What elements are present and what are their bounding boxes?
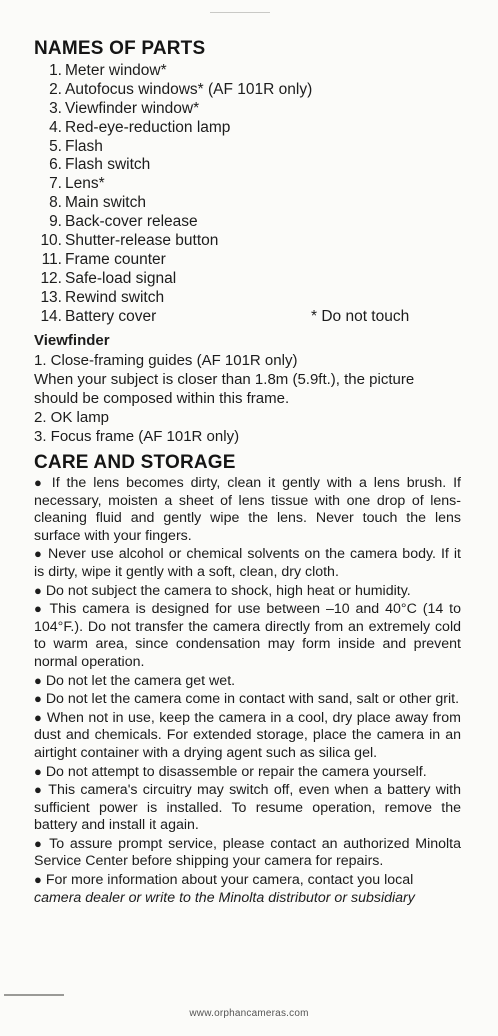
care-text: Do not attempt to disassemble or repair the camera yourself. [45, 763, 427, 780]
bullet: ● [34, 835, 44, 851]
part-item [34, 270, 464, 289]
bullet: ● [34, 601, 44, 617]
care-text: Do not let the camera come in contact with sand, salt or other grit. [45, 691, 460, 708]
viewfinder-line: 3. Focus frame (AF 101R only) [34, 427, 240, 445]
part-item [34, 289, 464, 308]
care-paragraph [34, 763, 461, 782]
care-text: If the lens becomes dirty, clean it gently with a lens brush. If necessary, moisten a sheet of lens tissue with one drop of lens-cleaning fluid and gently wipe the lens. Never touch the lens surface with your fingers. [34, 475, 461, 544]
viewfinder-heading: Viewfinder [34, 332, 110, 349]
bullet: ● [34, 582, 42, 598]
part-item [34, 213, 464, 232]
care-paragraph [34, 672, 461, 691]
part-number: 12. [40, 269, 62, 287]
part-number: 10. [40, 232, 62, 250]
care-text: For more information about your camera, contact you local [45, 872, 414, 889]
part-item [34, 62, 464, 81]
part-number: 7. [49, 175, 62, 193]
care-text: Do not let the camera get wet. [45, 672, 236, 689]
care-paragraph-last [34, 871, 461, 907]
part-label: Viewfinder window* [65, 99, 200, 117]
footer-url: www.orphancameras.com [189, 1008, 309, 1019]
viewfinder-line: should be composed within this frame. [34, 389, 290, 407]
part-number: 1. [49, 62, 62, 79]
care-paragraph [34, 582, 461, 601]
bullet: ● [34, 763, 42, 779]
care-text-italic: camera dealer or write to the Minolta distributor or subsidiary [34, 889, 415, 906]
care-paragraph [34, 835, 461, 871]
viewfinder-line: 2. OK lamp [34, 408, 110, 426]
part-number: 14. [40, 307, 62, 325]
care-text: When not in use, keep the camera in a cool, dry place away from dust and chemicals. For extended storage, place the camera in an airtight container with a drying agent such as silica gel. [34, 709, 461, 761]
part-item [34, 175, 464, 194]
part-number: 3. [49, 99, 62, 117]
part-item [34, 100, 464, 119]
care-paragraph [34, 690, 461, 709]
care-paragraph [34, 474, 461, 545]
part-item [34, 81, 464, 100]
part-label: Main switch [65, 194, 146, 212]
part-item [34, 156, 464, 175]
part-label: Frame counter [65, 250, 166, 268]
part-label: Autofocus windows* (AF 101R only) [65, 80, 313, 98]
care-paragraph [34, 781, 461, 835]
bullet: ● [34, 872, 42, 888]
names-of-parts-heading: NAMES OF PARTS [34, 38, 206, 59]
part-number: 11. [41, 250, 62, 268]
care-text: To assure prompt service, please contact an authorized Minolta Service Center before shipping your camera for repairs. [34, 835, 461, 870]
part-label: Lens* [65, 175, 105, 193]
care-and-storage-heading: CARE AND STORAGE [34, 452, 236, 473]
part-label: Rewind switch [65, 288, 165, 306]
part-item [34, 251, 464, 270]
part-number: 9. [49, 213, 62, 231]
part-number: 2. [49, 80, 62, 98]
bullet: ● [34, 672, 42, 688]
care-paragraph [34, 545, 461, 581]
part-number: 5. [49, 137, 62, 155]
care-paragraph [34, 709, 461, 763]
part-number: 8. [49, 194, 62, 212]
scan-mark-bottom-left [4, 994, 64, 996]
parts-list [34, 62, 464, 326]
care-text: Do not subject the camera to shock, high heat or humidity. [45, 582, 411, 599]
part-item [34, 232, 464, 251]
viewfinder-line: 1. Close-framing guides (AF 101R only) [34, 352, 298, 369]
part-number: 4. [49, 118, 62, 136]
part-label: Battery cover [65, 307, 157, 325]
part-label: Safe-load signal [65, 269, 177, 287]
part-label: Meter window* [65, 62, 167, 79]
part-label: Back-cover release [65, 213, 198, 231]
part-label: Shutter-release button [65, 232, 219, 250]
bullet: ● [34, 709, 43, 725]
part-label: Flash [65, 137, 103, 155]
bullet: ● [34, 475, 45, 490]
viewfinder-line: When your subject is closer than 1.8m (5.9ft.), the picture [34, 370, 415, 388]
part-label: Red-eye-reduction lamp [65, 118, 231, 136]
care-paragraph [34, 600, 461, 671]
care-list [34, 474, 461, 907]
part-number: 13. [40, 288, 62, 306]
part-item [34, 138, 464, 157]
scan-mark-top [210, 12, 270, 13]
care-text: This camera's circuitry may switch off, even when a battery with sufficient power is installed. To resume operation, remove the battery and install it again. [34, 782, 461, 834]
part-label: Flash switch [65, 156, 151, 174]
bullet: ● [34, 546, 43, 562]
bullet: ● [34, 782, 44, 798]
viewfinder-list [34, 352, 464, 447]
care-text: Never use alcohol or chemical solvents on the camera body. If it is dirty, wipe it gently with a soft, clean, dry cloth. [34, 546, 461, 580]
part-item [34, 194, 464, 213]
part-item [34, 308, 464, 327]
part-item [34, 119, 464, 138]
care-text: This camera is designed for use between –10 and 40°C (14 to 104°F.). Do not transfer the camera directly from an extremely cold to warm area, since condensation may form inside and prevent normal operation. [34, 601, 461, 670]
bullet: ● [34, 691, 42, 707]
do-not-touch-note: * Do not touch [311, 307, 410, 325]
part-number: 6. [49, 156, 62, 174]
